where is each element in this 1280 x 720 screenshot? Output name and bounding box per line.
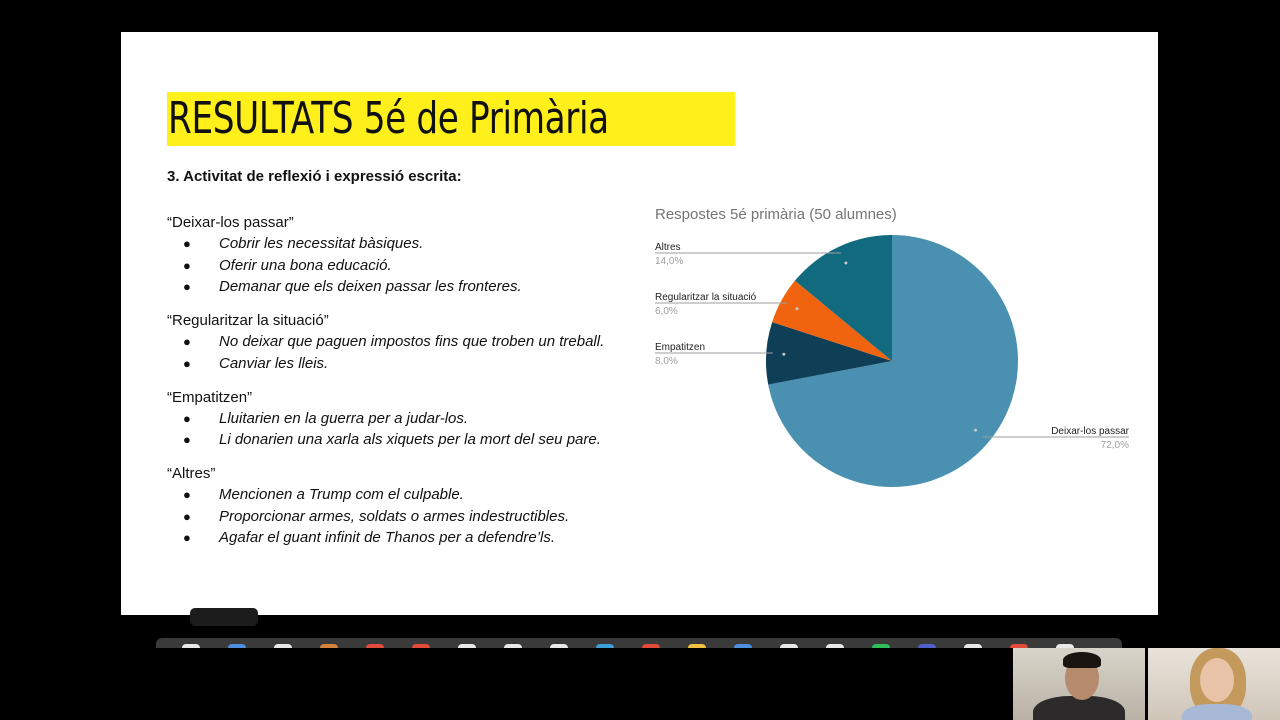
dock-app-icon[interactable] [320,644,338,648]
bullet-icon: ● [183,410,191,426]
dock-app-icon[interactable] [412,644,430,648]
dock-app-icon[interactable] [918,644,936,648]
dock-app-icon[interactable] [688,644,706,648]
slice-label: Deixar-los passar [1051,426,1129,437]
list-item: ● No deixar que paguen impostos fins que troben un treball. [167,331,647,353]
dock-app-icon[interactable] [182,644,200,648]
dock-app-icon[interactable] [872,644,890,648]
presentation-slide [121,32,1158,615]
group-heading: “Regularitzar la situació” [167,312,329,330]
leader-dot [974,429,977,432]
bullet-icon: ● [183,355,191,371]
slice-percent-label: 6,0% [655,306,678,317]
slice-label: Altres [655,242,681,253]
list-item: ● Demanar que els deixen passar les fronteres. [167,276,647,298]
list-item: ● Canviar les lleis. [167,353,647,375]
bullet-icon: ● [183,432,191,448]
bullet-icon: ● [183,279,191,295]
dock-tooltip [190,608,258,626]
list-item: ● Oferir una bona educació. [167,255,647,277]
group-heading: “Empatitzen” [167,388,253,406]
webcam-participant-2 [1148,648,1280,720]
leader-dot [796,307,799,310]
dock-app-icon[interactable] [964,644,982,648]
list-item: ● Mencionen a Trump com el culpable. [167,484,647,506]
dock-app-icon[interactable] [734,644,752,648]
bullet-icon: ● [183,236,191,251]
chart-title: Respostes 5é primària (50 alumnes) [655,206,897,223]
leader-dot [782,353,785,356]
pie-chart [121,32,1158,615]
slice-percent-label: 14,0% [655,256,684,267]
dock-app-icon[interactable] [504,644,522,648]
group-heading: “Altres” [167,464,216,482]
bullet-icon: ● [183,530,191,546]
dock-app-icon[interactable] [596,644,614,648]
bullet-icon: ● [183,508,191,524]
dock-bar [156,638,1122,648]
slice-percent-label: 72,0% [1100,440,1129,451]
dock-app-icon[interactable] [826,644,844,648]
slice-label: Regularitzar la situació [655,292,757,303]
slice-label: Empatitzen [655,342,706,353]
slice-percent-label: 8,0% [655,356,678,367]
group-heading: “Deixar-los passar” [167,214,294,231]
dock-app-icon[interactable] [458,644,476,648]
slide-subtitle: 3. Activitat de reflexió i expressió escrita: [167,168,462,185]
slide-title: RESULTATS 5é de Primària [168,93,609,144]
bullet-icon: ● [183,257,191,273]
dock-app-icon[interactable] [642,644,660,648]
leader-dot [844,261,847,264]
list-item: ● Agafar el guant infinit de Thanos per a defendre’ls. [167,527,647,549]
webcam-participant-1 [1013,648,1145,720]
dock-app-icon[interactable] [274,644,292,648]
list-item: ● Li donarien una xarla als xiquets per la mort del seu pare. [167,429,647,451]
bullet-icon: ● [183,334,191,350]
list-item: ● Cobrir les necessitat bàsiques. [167,233,647,255]
dock-app-icon[interactable] [366,644,384,648]
dock-app-icon[interactable] [780,644,798,648]
list-item: ● Lluitarien en la guerra per a judar-los. [167,408,647,430]
dock-app-icon[interactable] [550,644,568,648]
bullet-icon: ● [183,486,191,502]
list-item: ● Proporcionar armes, soldats o armes indestructibles. [167,506,647,528]
dock-app-icon[interactable] [228,644,246,648]
